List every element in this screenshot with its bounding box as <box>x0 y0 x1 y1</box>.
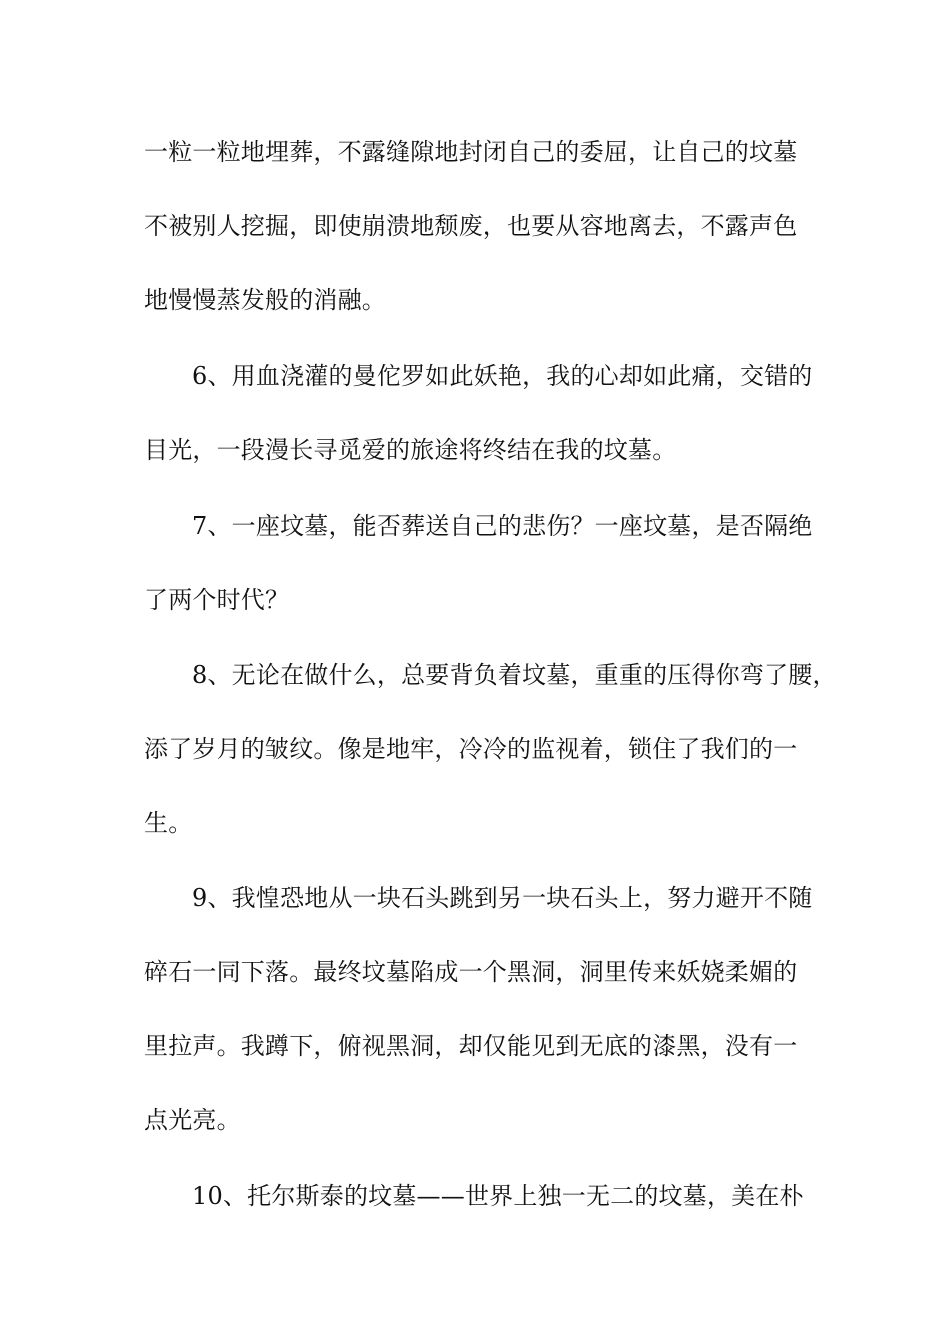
paragraph-line: 里拉声。我蹲下，俯视黑洞，却仅能见到无底的漆黑，没有一 <box>144 1032 798 1060</box>
paragraph-line: 9、我惶恐地从一块石头跳到另一块石头上，努力避开不随 <box>192 884 813 912</box>
paragraph-line: 6、用血浇灌的曼佗罗如此妖艳，我的心却如此痛，交错的 <box>192 362 813 390</box>
paragraph-line: 地慢慢蒸发般的消融。 <box>144 286 386 314</box>
paragraph-line: 目光，一段漫长寻觅爱的旅途将终结在我的坟墓。 <box>144 436 677 464</box>
paragraph-line: 不被别人挖掘，即使崩溃地颓废，也要从容地离去，不露声色 <box>144 212 798 240</box>
paragraph-line: 了两个时代？ <box>144 586 290 614</box>
paragraph-line: 生。 <box>144 809 193 837</box>
paragraph-line: 碎石一同下落。最终坟墓陷成一个黑洞，洞里传来妖娆柔媚的 <box>144 958 798 986</box>
paragraph-line: 10、托尔斯泰的坟墓——世界上独一无二的坟墓，美在朴 <box>192 1182 804 1210</box>
paragraph-line: 一粒一粒地埋葬，不露缝隙地封闭自己的委屈，让自己的坟墓 <box>144 138 798 166</box>
paragraph-line: 8、无论在做什么，总要背负着坟墓，重重的压得你弯了腰， <box>192 661 837 689</box>
paragraph-line: 点光亮。 <box>144 1106 241 1134</box>
paragraph-line: 添了岁月的皱纹。像是地牢，冷冷的监视着，锁住了我们的一 <box>144 735 798 763</box>
paragraph-line: 7、一座坟墓，能否葬送自己的悲伤？一座坟墓，是否隔绝 <box>192 512 813 540</box>
